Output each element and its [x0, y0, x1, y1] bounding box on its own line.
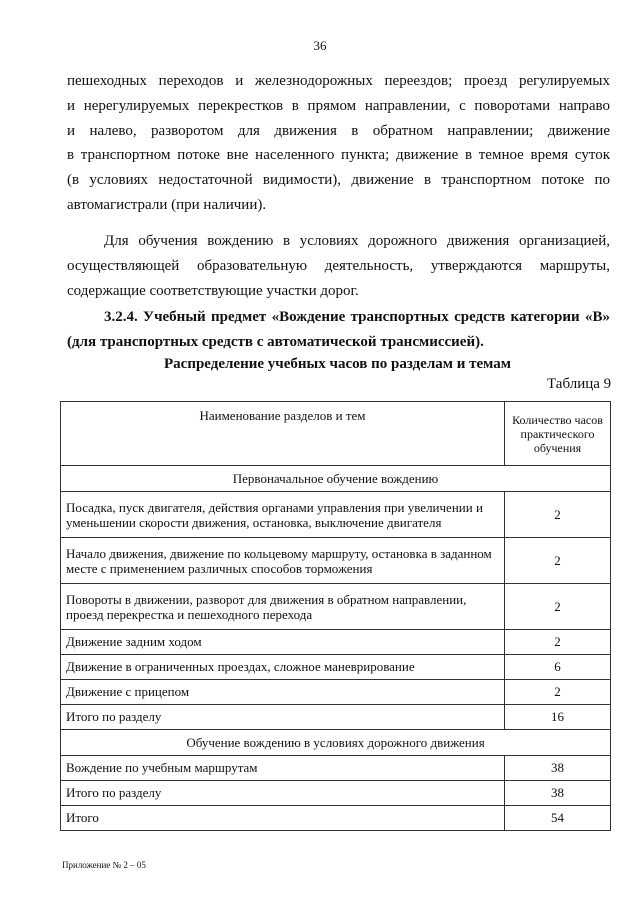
topic-line: Посадка, пуск двигателя, действия органами управления при увеличении и — [66, 499, 483, 515]
topic-cell — [61, 584, 505, 630]
hours-cell: 38 — [505, 756, 611, 781]
hours-cell: 54 — [505, 806, 611, 831]
hours-cell: 2 — [505, 538, 611, 584]
header-hours — [505, 402, 611, 466]
hours-cell: 2 — [505, 630, 611, 655]
table-row — [61, 655, 611, 680]
table-row — [61, 538, 611, 584]
header-hours-line: обучения — [533, 440, 582, 455]
footer-note: Приложение № 2 – 05 — [62, 860, 146, 870]
paragraph-route-content — [67, 69, 610, 218]
topic-cell: Движение в ограниченных проездах, сложное маневрирование — [61, 655, 505, 680]
section-title: Обучение вождению в условиях дорожного движения — [61, 730, 611, 756]
hours-cell: 16 — [505, 705, 611, 730]
text-line: осуществляющей образовательную деятельность, утверждаются маршруты, — [67, 257, 610, 274]
topic-line: Повороты в движении, разворот для движения в обратном направлении, — [66, 591, 467, 607]
paragraph-routes-approval — [67, 229, 610, 303]
topic-line: Начало движения, движение по кольцевому маршруту, остановка в заданном — [66, 545, 492, 561]
topic-cell: Итого по разделу — [61, 781, 505, 806]
text-line: автомагистрали (при наличии). — [67, 196, 267, 213]
hours-cell: 2 — [505, 584, 611, 630]
table-label: Таблица 9 — [547, 376, 612, 392]
header-topics: Наименование разделов и тем — [61, 402, 505, 466]
topic-line: уменьшении скорости движения, остановка, выключение двигателя — [66, 514, 442, 530]
topic-cell — [61, 538, 505, 584]
page-number: 36 — [313, 38, 327, 53]
header-hours-line: практического — [520, 426, 595, 441]
table-row — [61, 584, 611, 630]
section-heading-line: 3.2.4. Учебный предмет «Вождение транспортных средств категории «В» — [104, 309, 610, 325]
subtotal-row — [61, 781, 611, 806]
subtotal-row — [61, 705, 611, 730]
table-row — [61, 680, 611, 705]
section-heading-line: (для транспортных средств с автоматической трансмиссией). — [67, 333, 484, 350]
text-line: и налево, разворотом для движения в обратном направлении; движение — [67, 122, 610, 139]
table-row — [61, 756, 611, 781]
text-line: Для обучения вождению в условиях дорожного движения организацией, — [104, 233, 610, 249]
section-row — [61, 730, 611, 756]
total-row — [61, 806, 611, 831]
distribution-title: Распределение учебных часов по разделам и темам — [164, 356, 511, 372]
topic-line: проезд перекрестка и пешеходного перехода — [66, 606, 313, 622]
topic-cell: Движение задним ходом — [61, 630, 505, 655]
hours-cell: 2 — [505, 680, 611, 705]
text-line: пешеходных переходов и железнодорожных переездов; проезд регулируемых — [67, 73, 610, 89]
topic-cell: Итого по разделу — [61, 705, 505, 730]
text-line: и нерегулируемых перекрестков в прямом направлении, с поворотами направо — [67, 97, 610, 114]
text-line: содержащие соответствующие участки дорог. — [67, 282, 359, 299]
hours-cell: 2 — [505, 492, 611, 538]
hours-cell: 38 — [505, 781, 611, 806]
text-line: в транспортном потоке вне населенного пункта; движение в темное время суток — [67, 147, 610, 164]
section-row — [61, 466, 611, 492]
topic-cell: Вождение по учебным маршрутам — [61, 756, 505, 781]
topic-line: месте с применением различных способов торможения — [66, 560, 373, 576]
table-row — [61, 630, 611, 655]
table-header-row — [61, 402, 611, 466]
hours-table — [60, 401, 611, 831]
hours-cell: 6 — [505, 655, 611, 680]
topic-cell: Итого — [61, 806, 505, 831]
section-heading — [67, 305, 610, 355]
text-line: (в условиях недостаточной видимости), движение в транспортном потоке по — [67, 172, 610, 189]
topic-cell — [61, 492, 505, 538]
section-title: Первоначальное обучение вождению — [61, 466, 611, 492]
header-hours-line: Количество часов — [512, 412, 603, 427]
table-row — [61, 492, 611, 538]
topic-cell: Движение с прицепом — [61, 680, 505, 705]
